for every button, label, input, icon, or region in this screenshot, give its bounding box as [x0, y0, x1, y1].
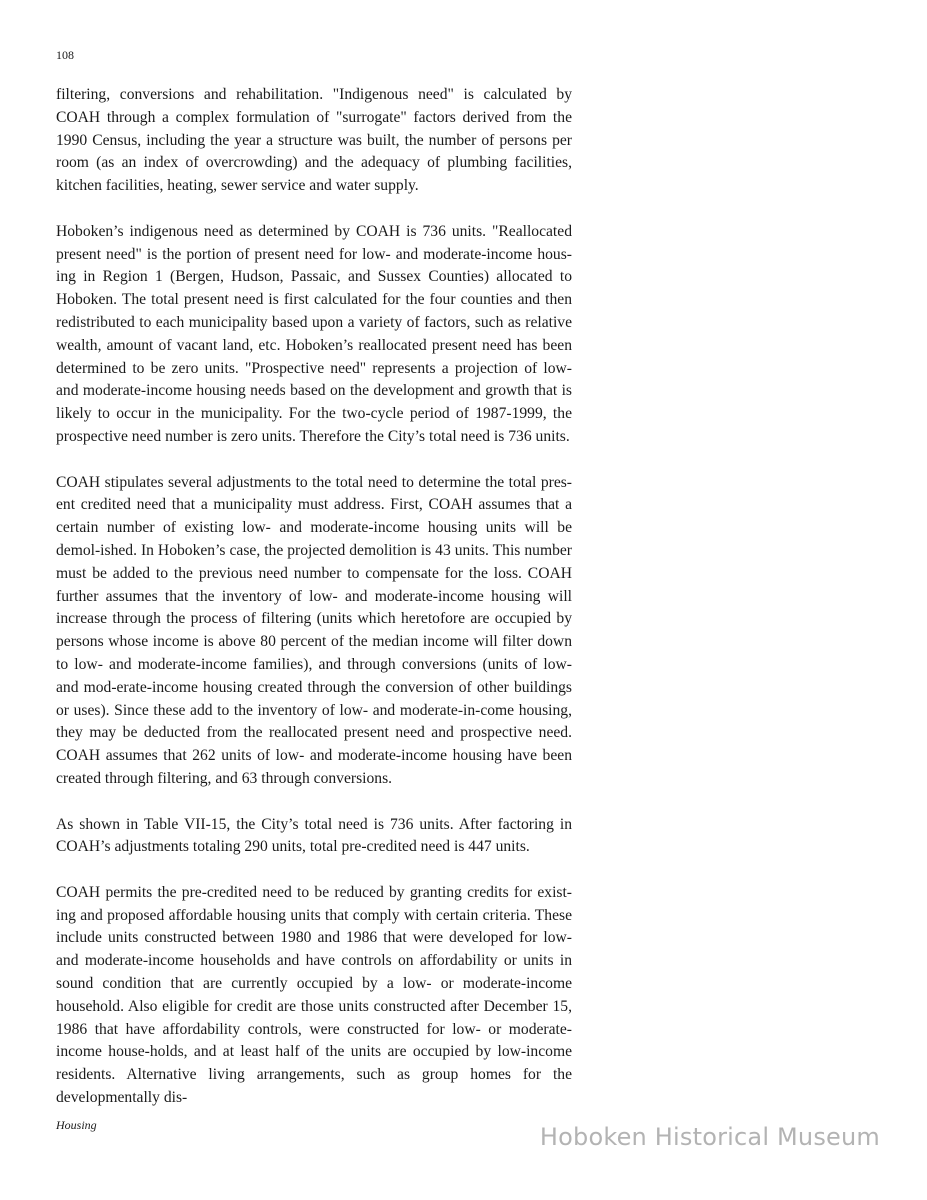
- paragraph: COAH permits the pre-credited need to be reduced by granting credits for exist-ing and proposed affordable housing units that comply with certain criteria. These include units constructed between 1980 and 1986 that were developed for low- and moderate-income households and have controls on affordability or units in sound condition that are currently occupied by a low- or moderate-income household. Also eligible for credit are those units constructed after December 15, 1986 that have affordability controls, were constructed for low- or moderate-income house-holds, and at least half of the units are occupied by low-income residents. Alternative living arrangements, such as group homes for the developmentally dis-: [56, 883, 572, 1107]
- paragraph: COAH stipulates several adjustments to the total need to determine the total pres-ent credited need that a municipality must address. First, COAH assumes that a certain number of existing low- and moderate-income housing units will be demol-ished. In Hoboken’s case, the projected demolition is 43 units. This number must be added to the previous need number to compensate for the loss. COAH further assumes that the inventory of low- and moderate-income housing will increase through the process of filtering (units which heretofore are occupied by persons whose income is above 80 percent of the median income will filter down to low- and moderate-income families), and through conversions (units of low- and mod-erate-income housing created through the conversion of other buildings or uses). Since these add to the inventory of low- and moderate-in-come housing, they may be deducted from the reallocated present need and prospective need. COAH assumes that 262 units of low- and moderate-income housing have been created through filtering, and 63 through conversions.: [56, 473, 572, 787]
- paragraph: As shown in Table VII-15, the City’s total need is 736 units. After factoring in COAH’s adjustments totaling 290 units, total pre-credited need is 447 units.: [56, 815, 572, 856]
- paragraph: Hoboken’s indigenous need as determined by COAH is 736 units. "Reallocated present need" is the portion of present need for low- and moderate-income hous-ing in Region 1 (Bergen, Hudson, Passaic, and Sussex Counties) allocated to Hoboken. The total present need is first calculated for the four counties and then redistributed to each municipality based upon a variety of factors, such as relative wealth, amount of vacant land, etc. Hoboken’s reallocated present need has been determined to be zero units. "Prospective need" represents a projection of low- and moderate-income housing needs based on the development and growth that is likely to occur in the municipality. For the two-cycle period of 1987-1999, the prospective need number is zero units. Therefore the City’s total need is 736 units.: [56, 222, 572, 445]
- museum-watermark: Hoboken Historical Museum: [539, 1123, 880, 1151]
- footer-section-label: Housing: [56, 1118, 97, 1132]
- paragraph: filtering, conversions and rehabilitation. "Indigenous need" is calculated by COAH through a complex formulation of "surrogate" factors derived from the 1990 Census, including the year a structure was built, the number of persons per room (as an index of overcrowding) and the adequacy of plumbing facilities, kitchen facilities, heating, sewer service and water supply.: [56, 86, 572, 195]
- page-number: 108: [56, 48, 74, 62]
- body-text: [56, 84, 572, 1133]
